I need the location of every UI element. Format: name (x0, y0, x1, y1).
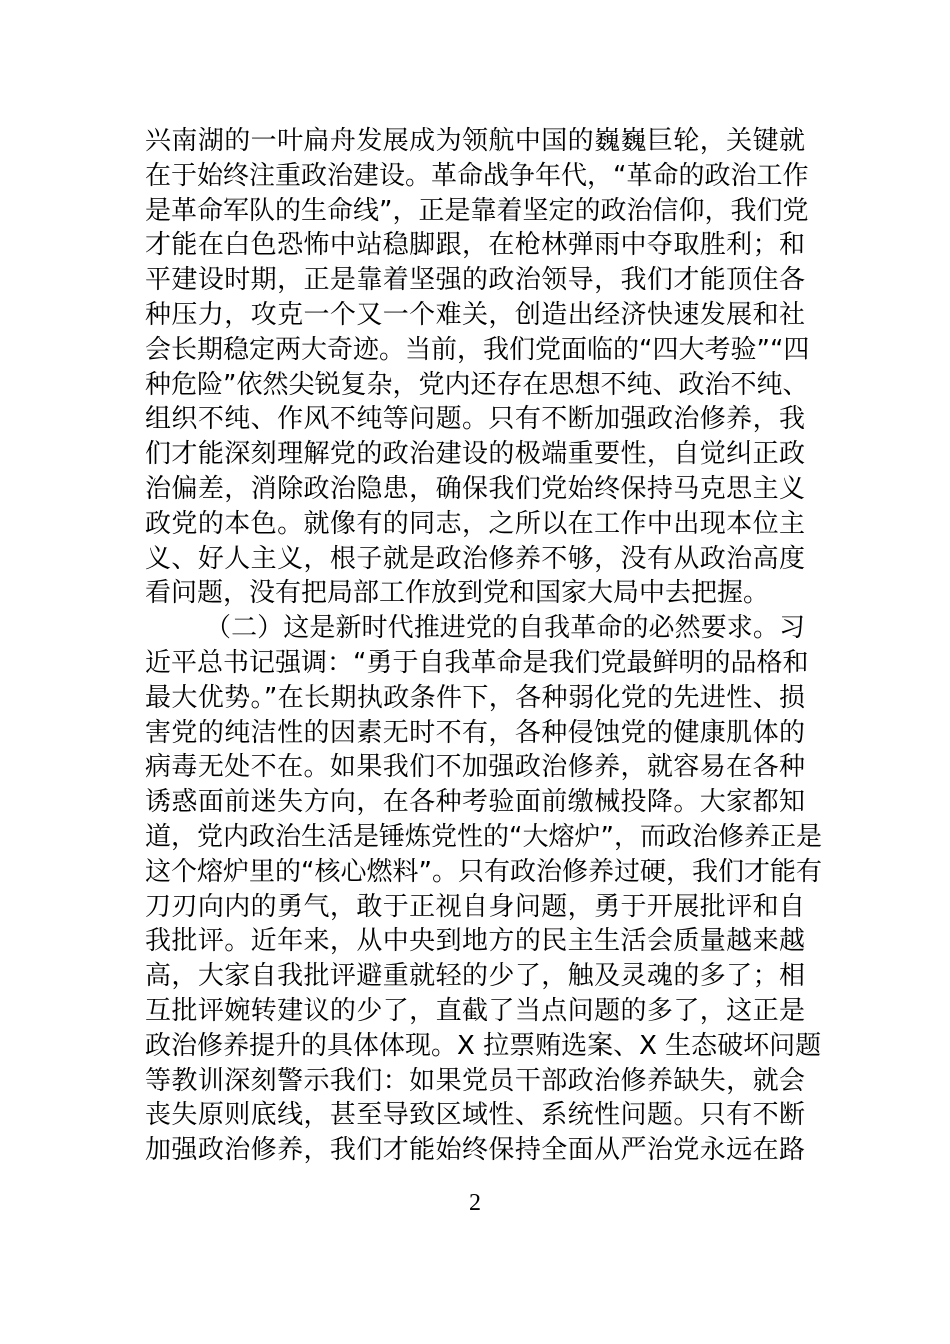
text-line: 是革命军队的生命线”，正是靠着坚定的政治信仰，我们党 (145, 195, 809, 226)
text-line: 才能在白色恐怖中站稳脚跟，在枪林弹雨中夺取胜利；和 (145, 230, 805, 261)
text-line: 们才能深刻理解党的政治建设的极端重要性，自觉纠正政 (145, 439, 805, 470)
text-line: 这个熔炉里的“核心燃料”。只有政治修养过硬，我们才能有 (145, 856, 822, 887)
text-line: 种压力，攻克一个又一个难关，创造出经济快速发展和社 (145, 299, 805, 330)
text-line: 近平总书记强调：“勇于自我革命是我们党最鲜明的品格和 (145, 647, 809, 678)
text-line: 在于始终注重政治建设。革命战争年代，“革命的政治工作 (145, 160, 809, 191)
text-line: 看问题，没有把局部工作放到党和国家大局中去把握。 (145, 578, 770, 609)
text-line: 平建设时期，正是靠着坚强的政治领导，我们才能顶住各 (145, 265, 805, 296)
text-line: 种危险”依然尖锐复杂，党内还存在思想不纯、政治不纯、 (145, 369, 809, 400)
text-line: 病毒无处不在。如果我们不加强政治修养，就容易在各种 (145, 752, 805, 783)
paragraph-1 (145, 124, 810, 611)
text-line: 互批评婉转建议的少了，直截了当点问题的多了，这正是 (145, 995, 805, 1026)
text-line: 最大优势。”在长期执政条件下，各种弱化党的先进性、损 (145, 682, 805, 713)
text-line: 等教训深刻警示我们：如果党员干部政治修养缺失，就会 (145, 1065, 805, 1096)
paragraph-2 (145, 611, 822, 1168)
text-line: 害党的纯洁性的因素无时不有，各种侵蚀党的健康肌体的 (145, 717, 805, 748)
page-number: 2 (469, 1190, 481, 1216)
text-line: 政党的本色。就像有的同志，之所以在工作中出现本位主 (145, 508, 805, 539)
text-line: （二）这是新时代推进党的自我革命的必然要求。习 (205, 613, 805, 644)
text-line: 组织不纯、作风不纯等问题。只有不断加强政治修养，我 (145, 404, 805, 435)
text-line: 我批评。近年来，从中央到地方的民主生活会质量越来越 (145, 926, 805, 957)
text-line: 诱惑面前迷失方向，在各种考验面前缴械投降。大家都知 (145, 787, 805, 818)
text-line: 义、好人主义，根子就是政治修养不够，没有从政治高度 (145, 543, 805, 574)
text-line: 政治修养提升的具体体现。X 拉票贿选案、X 生态破坏问题 (145, 1030, 822, 1061)
text-line: 兴南湖的一叶扁舟发展成为领航中国的巍巍巨轮，关键就 (145, 126, 805, 156)
text-line: 道，党内政治生活是锤炼党性的“大熔炉”，而政治修养正是 (145, 821, 822, 852)
text-line: 丧失原则底线，甚至导致区域性、系统性问题。只有不断 (145, 1100, 805, 1131)
text-line: 高，大家自我批评避重就轻的少了，触及灵魂的多了；相 (145, 961, 805, 992)
text-line: 会长期稳定两大奇迹。当前，我们党面临的“四大考验”“四 (145, 334, 810, 365)
body-text (145, 124, 822, 1168)
text-line: 刀刃向内的勇气，敢于正视自身问题，勇于开展批评和自 (145, 891, 805, 922)
text-line: 加强政治修养，我们才能始终保持全面从严治党永远在路 (145, 1135, 805, 1166)
text-line: 治偏差，消除政治隐患，确保我们党始终保持马克思主义 (145, 473, 805, 504)
